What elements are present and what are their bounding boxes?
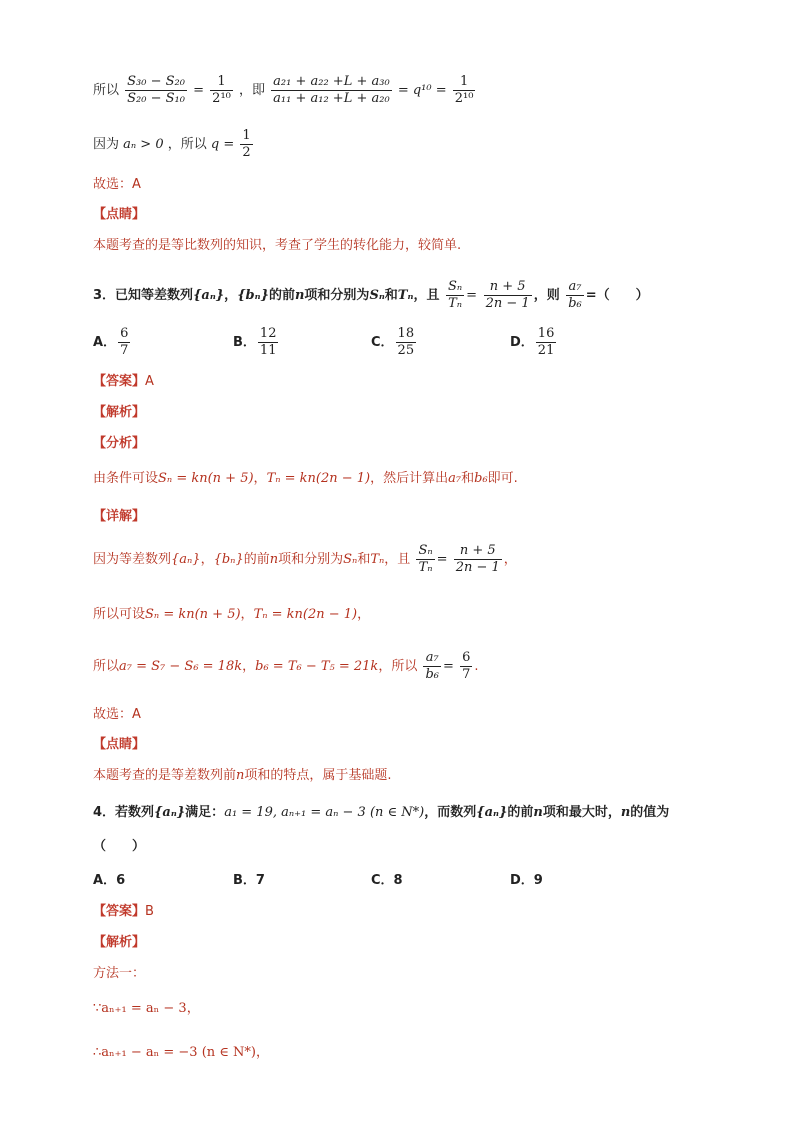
ratio-line: 所以 $\frac{\text{S₃₀ − S₂₀}}{\text{S₂₀ − S₁₀}}$ = $\frac{1}{\text{2¹⁰}}$ ，即 $\frac{\text{a₂₁ + a₂₂ +L + a₃₀}}{\text{a₁₁ + a₁₂ +L + a₂₀}}$ = q¹⁰ = $\frac{1}{\text{2¹⁰}}$ bbox=[93, 74, 474, 106]
section-jiexi-3: 【解析】 bbox=[93, 405, 146, 420]
dianjing-3-text: 本题考查的是等差数列前n项和的特点，属于基础题. bbox=[93, 768, 392, 783]
option-d: D． $\frac{16}{21}$ bbox=[510, 326, 555, 358]
option-4-a: A．6 bbox=[93, 873, 126, 888]
section-dianjing-1: 【点睛】 bbox=[93, 207, 146, 222]
option-4-d: D．9 bbox=[510, 873, 543, 888]
detail-line-1: 因为等差数列{aₙ}，{bₙ}的前n项和分别为Sₙ和Tₙ，且 $\frac{\text{Sₙ}}{\text{Tₙ}}$ = $\frac{n + 5}{2n - 1}$ ， bbox=[93, 543, 517, 575]
fraction-one-over-2-10-b: $\frac{1}{\text{2¹⁰}}$ bbox=[454, 74, 474, 106]
question-4-paren: （ ） bbox=[93, 839, 146, 854]
option-4-c: C．8 bbox=[371, 873, 403, 888]
section-fenxi-3: 【分析】 bbox=[93, 436, 146, 451]
ratio-ask: $\frac{\text{a₇}}{\text{b₆}}$ bbox=[568, 279, 582, 311]
section-jiexi-4: 【解析】 bbox=[93, 935, 146, 950]
option-4-b: B．7 bbox=[233, 873, 265, 888]
option-b: B． $\frac{12}{11}$ bbox=[233, 326, 277, 358]
detail-line-2: 所以可设Sₙ = kn(n + 5)，Tₙ = kn(2n − 1)， bbox=[93, 607, 371, 622]
section-xiangjie-3: 【详解】 bbox=[93, 509, 146, 524]
dianjing-1-text: 本题考查的是等比数列的知识，考查了学生的转化能力，较简单. bbox=[93, 238, 462, 253]
option-c: C． $\frac{18}{25}$ bbox=[371, 326, 415, 358]
fraction-one-over-2-10: $\frac{1}{\text{2¹⁰}}$ bbox=[212, 74, 231, 106]
fenxi-3-text: 由条件可设Sₙ = kn(n + 5)，Tₙ = kn(2n − 1)，然后计算出a₇和b₆即可. bbox=[93, 471, 518, 486]
option-a: A． $\frac{6}{7}$ bbox=[93, 326, 129, 358]
choice-line-3: 故选：A bbox=[93, 707, 141, 722]
q-value-line: 因为 aₙ > 0 ，所以 q = $\frac{1}{2}$ bbox=[93, 128, 251, 160]
choice-line-1: 故选：A bbox=[93, 177, 141, 192]
answer-3: 【答案】A bbox=[93, 374, 154, 389]
method-one: 方法一： bbox=[93, 966, 146, 981]
question-3: 3．已知等差数列{aₙ}，{bₙ}的前n项和分别为Sₙ和Tₙ，且 $\frac{\text{Sₙ}}{\text{Tₙ}}$ = $\frac{n + 5}{2n - 1}$ ，则 $\frac{\text{a₇}}{\text{b₆}}$ =（ ） bbox=[93, 279, 649, 311]
fraction-s: $\frac{\text{S₃₀ − S₂₀}}{\text{S₂₀ − S₁₀}}$ bbox=[127, 74, 185, 106]
fraction-half: $\frac{1}{2}$ bbox=[242, 128, 251, 160]
detail-line-3: 所以a₇ = S₇ − S₆ = 18k，b₆ = T₆ − T₅ = 21k，所以 $\frac{\text{a₇}}{\text{b₆}}$ = $\frac{6}{7}$ . bbox=[93, 650, 479, 682]
ratio-st: $\frac{\text{Sₙ}}{\text{Tₙ}}$ bbox=[447, 279, 463, 311]
text-prefix: 所以 bbox=[93, 83, 120, 98]
fraction-a-sum: $\frac{\text{a₂₁ + a₂₂ +L + a₃₀}}{\text{a₁₁ + a₁₂ +L + a₂₀}}$ bbox=[273, 74, 390, 106]
step-1: ∵aₙ₊₁ = aₙ − 3， bbox=[93, 1001, 200, 1016]
ratio-rhs: $\frac{n + 5}{2n - 1}$ bbox=[485, 279, 530, 311]
question-4: 4．若数列{aₙ}满足：a₁ = 19, aₙ₊₁ = aₙ − 3 (n ∈ N*)，而数列{aₙ}的前n项和最大时，n的值为 bbox=[93, 805, 670, 820]
answer-4: 【答案】B bbox=[93, 904, 154, 919]
section-dianjing-3: 【点睛】 bbox=[93, 737, 146, 752]
step-2: ∴aₙ₊₁ − aₙ = −3 (n ∈ N*)， bbox=[93, 1045, 270, 1060]
